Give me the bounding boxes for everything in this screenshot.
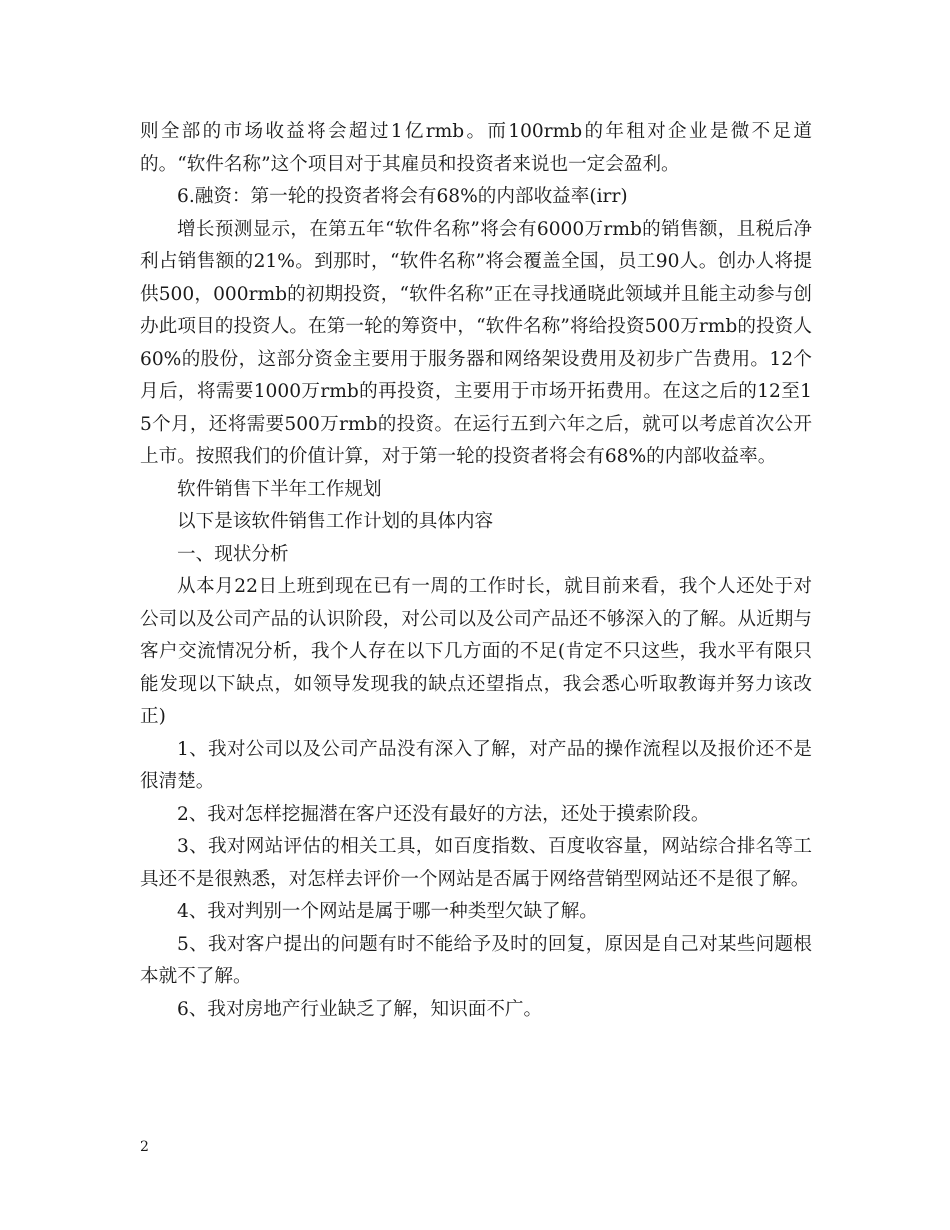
list-item-5: 5、我对客户提出的问题有时不能给予及时的回复，原因是自己对某些问题根本就不了解。 — [140, 933, 812, 987]
document-body — [140, 116, 812, 1026]
paragraph-6-section-heading: 一、现状分析 — [177, 543, 289, 565]
paragraph-5: 以下是该软件销售工作计划的具体内容 — [177, 511, 494, 532]
list-item-4: 4、我对判别一个网站是属于哪一种类型欠缺了解。 — [177, 901, 598, 922]
page-number: 2 — [140, 1139, 149, 1155]
list-item-1: 1、我对公司以及公司产品没有深入了解，对产品的操作流程以及报价还不是很清楚。 — [140, 738, 812, 792]
paragraph-1: 则全部的市场收益将会超过1亿rmb。而100rmb的年租对企业是微不足道的。“软件名称”这个项目对于其雇员和投资者来说也一定会盈利。 — [140, 121, 812, 175]
list-item-2: 2、我对怎样挖掘潜在客户还没有最好的方法，还处于摸索阶段。 — [177, 803, 710, 825]
list-item-6: 6、我对房地产行业缺乏了解，知识面不广。 — [177, 998, 543, 1020]
paragraph-3: 增长预测显示，在第五年“软件名称”将会有6000万rmb的销售额，且税后净利占销售额的21%。到那时，“软件名称”将会覆盖全国，员工90人。创办人将提供500，000rmb的初期投资，“软件名称”正在寻找通晓此领域并且能主动参与创办此项目的投资人。在第一轮的筹资中，“软件名称”将给投资500万rmb的投资人60%的股份，这部分资金主要用于服务器和网络架设费用及初步广告费用。12个月后，将需要1000万rmb的再投资，主要用于市场开拓费用。在这之后的12至15个月，还将需要500万rmb的投资。在运行五到六年之后，就可以考虑首次公开上市。按照我们的价值计算，对于第一轮的投资者将会有68%的内部收益率。 — [140, 218, 812, 467]
paragraph-4-heading: 软件销售下半年工作规划 — [177, 478, 382, 500]
list-item-3: 3、我对网站评估的相关工具，如百度指数、百度收容量，网站综合排名等工具还不是很熟悉，对怎样去评价一个网站是否属于网络营销型网站还不是很了解。 — [140, 836, 812, 890]
paragraph-7: 从本月22日上班到现在已有一周的工作时长，就目前来看，我个人还处于对公司以及公司产品的认识阶段，对公司以及公司产品还不够深入的了解。从近期与客户交流情况分析，我个人存在以下几方面的不足(肯定不只这些，我水平有限只能发现以下缺点，如领导发现我的缺点还望指点，我会悉心听取教诲并努力该改正) — [140, 576, 812, 727]
paragraph-2: 6.融资：第一轮的投资者将会有68%的内部收益率(irr) — [177, 186, 628, 207]
